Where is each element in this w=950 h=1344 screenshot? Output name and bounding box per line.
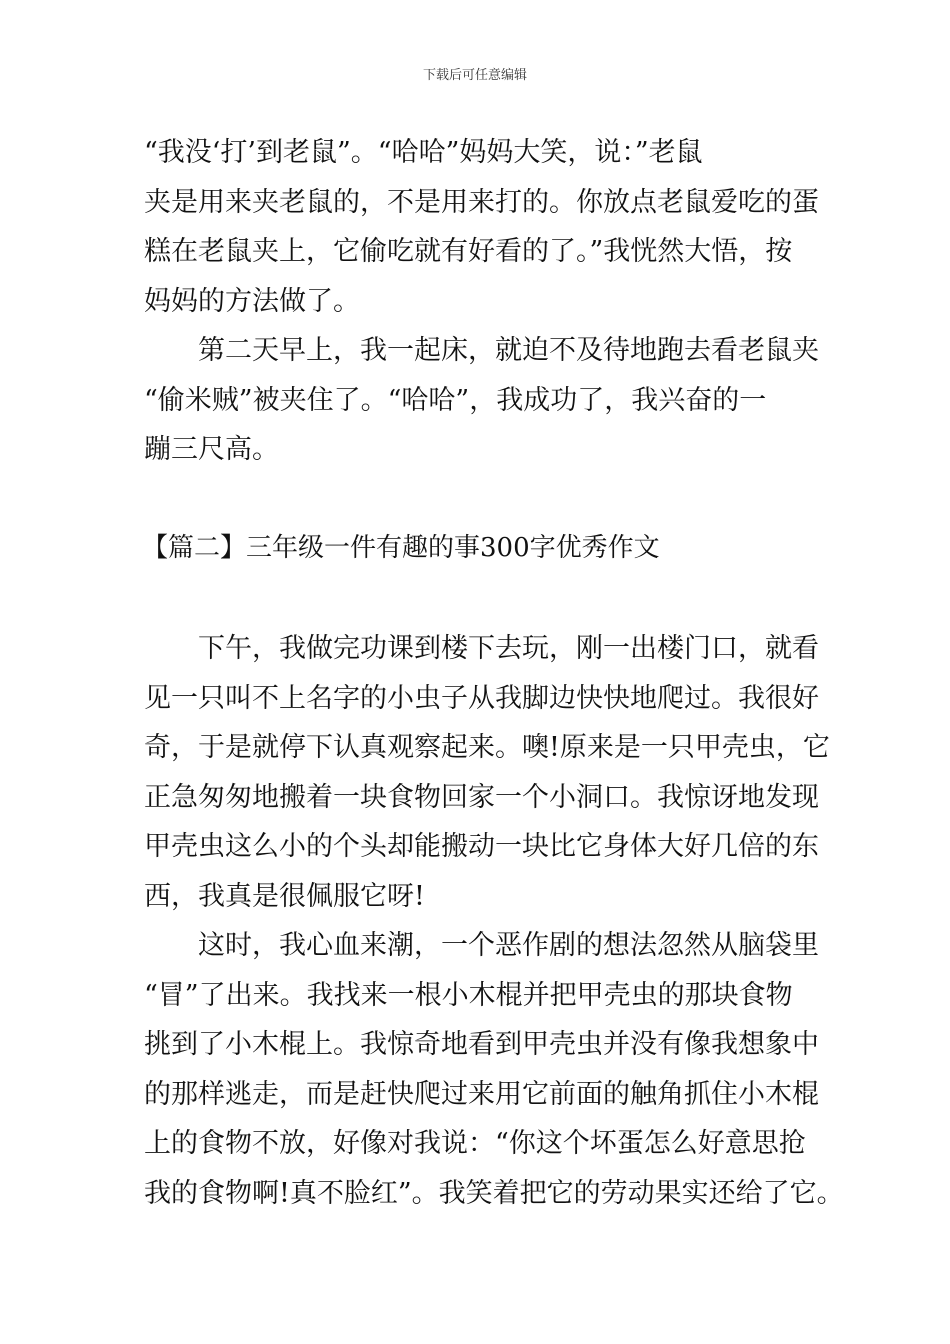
text-line: “冒”了出来。我找来一根小木棍并把甲壳虫的那块食物 xyxy=(144,979,793,1011)
text-line: 妈妈的方法做了。 xyxy=(144,285,360,317)
text-line: 正急匆匆地搬着一块食物回家一个小洞口。我惊讶地发现 xyxy=(144,781,819,813)
spacer xyxy=(144,475,808,524)
text-line: 的那样逃走，而是赶快爬过来用它前面的触角抓住小木棍 xyxy=(144,1078,819,1110)
text-line: 上的食物不放，好像对我说：“你这个坏蛋怎么好意思抢 xyxy=(144,1128,806,1159)
text-line: 西，我真是很佩服它呀! xyxy=(144,880,425,912)
text-line: 蹦三尺高。 xyxy=(144,434,279,465)
section-heading: 【篇二】三年级一件有趣的事300字优秀作文 xyxy=(142,532,660,563)
text-line: 甲壳虫这么小的个头却能搬动一块比它身体大好几倍的东 xyxy=(144,831,819,862)
text-line: 挑到了小木棍上。我惊奇地看到甲壳虫并没有像我想象中 xyxy=(144,1029,819,1060)
text-line: 我的食物啊!真不脸红”。我笑着把它的劳动果实还给了它。 xyxy=(144,1177,844,1209)
text-line: “我没‘打’到老鼠”。“哈哈”妈妈大笑，说：”老鼠 xyxy=(144,137,703,168)
paragraph-start-line: 下午，我做完功课到楼下去玩，刚一出楼门口，就看 xyxy=(198,633,819,664)
paragraph-start-line: 第二天早上，我一起床，就迫不及待地跑去看老鼠夹 xyxy=(198,335,819,366)
text-line: 糕在老鼠夹上，它偷吃就有好看的了。”我恍然大悟，按 xyxy=(144,236,793,267)
text-line: 见一只叫不上名字的小虫子从我脚边快快地爬过。我很好 xyxy=(144,682,819,714)
document-body xyxy=(142,128,844,1218)
paragraph-start-line: 这时，我心血来潮，一个恶作剧的想法忽然从脑袋里 xyxy=(198,930,819,961)
text-line: 奇，于是就停下认真观察起来。噢!原来是一只甲壳虫，它 xyxy=(144,732,830,763)
page-header: 下载后可任意编辑 xyxy=(422,68,527,83)
text-line: “偷米贼”被夹住了。“哈哈”，我成功了，我兴奋的一 xyxy=(144,384,767,416)
spacer xyxy=(144,573,808,624)
text-line: 夹是用来夹老鼠的，不是用来打的。你放点老鼠爱吃的蛋 xyxy=(144,186,819,218)
